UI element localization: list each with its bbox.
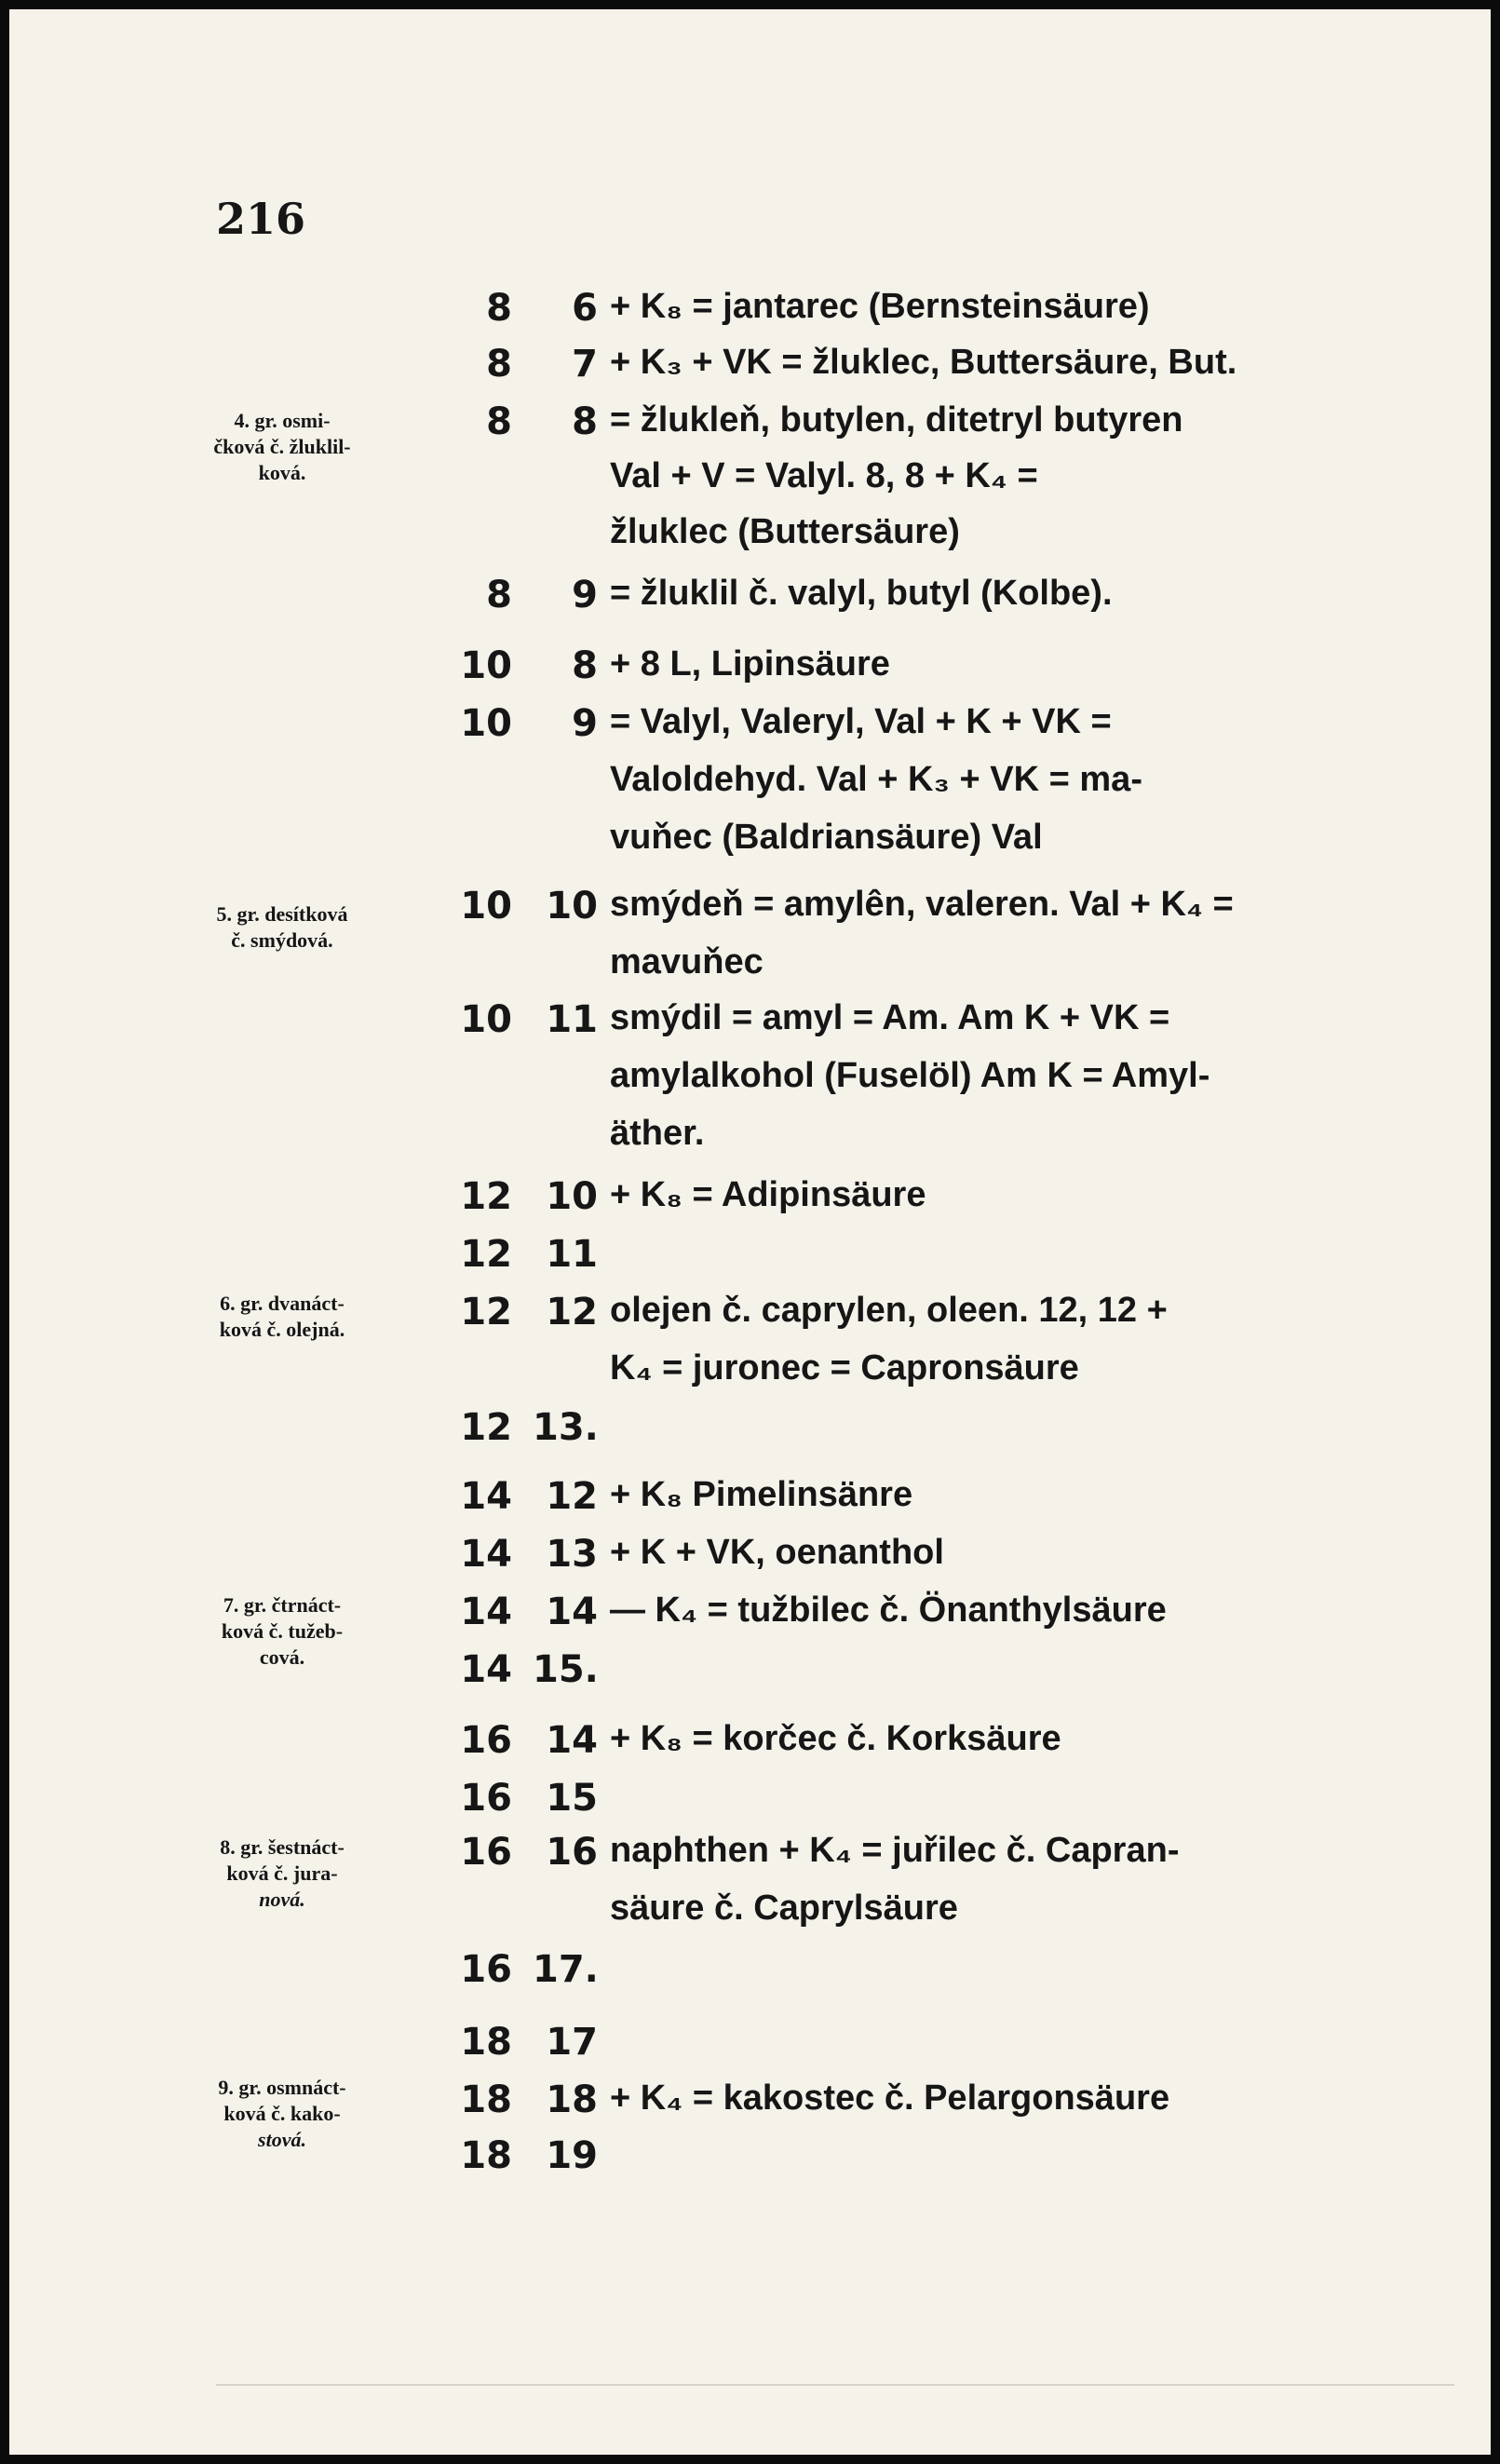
- margin-note-line: cová.: [259, 1645, 305, 1669]
- margin-note-group-7: [166, 1592, 399, 1671]
- margin-note-line: č. smýdová.: [231, 928, 333, 952]
- compound-text: + K₄ = kakostec č. Pelargonsäure: [610, 2078, 1170, 2118]
- compound-text: + 8 L, Lipinsäure: [610, 644, 890, 684]
- carbon-count: 14: [460, 1475, 512, 1518]
- carbon-count: 16: [460, 1948, 512, 1991]
- hydrogen-count: 14: [546, 1719, 598, 1762]
- carbon-count: 18: [460, 2134, 512, 2177]
- margin-note-line: [166, 2127, 399, 2153]
- compound-text-continued: amylalkohol (Fuselöl) Am K = Amyl-: [610, 1056, 1210, 1095]
- hydrogen-count: 11: [546, 998, 598, 1041]
- hydrogen-count: 13: [546, 1533, 598, 1576]
- carbon-count: 12: [460, 1406, 512, 1449]
- compound-text-continued: Valoldehyd. Val + K₃ + VK = ma-: [610, 760, 1142, 799]
- carbon-count: 8: [486, 574, 512, 616]
- hydrogen-count: 8: [572, 644, 598, 687]
- carbon-count: 10: [460, 998, 512, 1041]
- carbon-count: 12: [460, 1175, 512, 1218]
- carbon-count: 18: [460, 2021, 512, 2064]
- hydrogen-count: 10: [546, 885, 598, 927]
- compound-text-continued: äther.: [610, 1114, 705, 1153]
- hydrogen-count: 12: [546, 1291, 598, 1334]
- margin-note-line: [166, 1887, 399, 1913]
- hydrogen-count: 7: [572, 343, 598, 386]
- margin-note-line: stová.: [258, 2128, 306, 2151]
- compound-text: + K₈ = korčec č. Korksäure: [610, 1719, 1061, 1758]
- margin-note-group-4: [166, 408, 399, 486]
- carbon-count: 8: [486, 343, 512, 386]
- hydrogen-count: 15.: [533, 1648, 599, 1691]
- hydrogen-count: 17: [546, 2021, 598, 2064]
- compound-text-continued: Val + V = Valyl. 8, 8 + K₄ =: [610, 456, 1038, 495]
- margin-note-line: ková č. kako-: [223, 2102, 341, 2125]
- hydrogen-count: 15: [546, 1777, 598, 1820]
- compound-text: = žlukleň, butylen, ditetryl butyren: [610, 400, 1183, 440]
- compound-text: + K₈ = Adipinsäure: [610, 1175, 926, 1214]
- margin-note-group-9: [166, 2075, 399, 2153]
- margin-note-line: 5. gr. desítková: [216, 902, 348, 926]
- compound-text: + K + VK, oenanthol: [610, 1533, 944, 1572]
- hydrogen-count: 12: [546, 1475, 598, 1518]
- compound-text-continued: vuňec (Baldriansäure) Val: [610, 818, 1043, 857]
- hydrogen-count: 16: [546, 1831, 598, 1874]
- hydrogen-count: 9: [572, 574, 598, 616]
- compound-text: naphthen + K₄ = juřilec č. Capran-: [610, 1831, 1180, 1870]
- hydrogen-count: 10: [546, 1175, 598, 1218]
- hydrogen-count: 17.: [533, 1948, 599, 1991]
- compound-text: smýdil = amyl = Am. Am K + VK =: [610, 998, 1170, 1037]
- carbon-count: 12: [460, 1291, 512, 1334]
- margin-note-line: 6. gr. dvanáct-: [220, 1292, 345, 1315]
- margin-note-line: 4. gr. osmi-: [234, 409, 331, 432]
- compound-text: + K₃ + VK = žluklec, Buttersäure, But.: [610, 343, 1237, 382]
- compound-text: — K₄ = tužbilec č. Önanthylsäure: [610, 1591, 1167, 1630]
- margin-note-group-5: [166, 901, 399, 954]
- compound-text: olejen č. caprylen, oleen. 12, 12 +: [610, 1291, 1168, 1330]
- carbon-count: 10: [460, 644, 512, 687]
- compound-text: smýdeň = amylên, valeren. Val + K₄ =: [610, 885, 1234, 924]
- margin-note-line: 9. gr. osmnáct-: [218, 2076, 346, 2099]
- carbon-count: 10: [460, 885, 512, 927]
- margin-note-line: nová.: [259, 1888, 305, 1911]
- margin-note-group-6: [166, 1291, 399, 1343]
- hydrogen-count: 19: [546, 2134, 598, 2177]
- margin-note-line: 8. gr. šestnáct-: [220, 1835, 345, 1859]
- carbon-count: 8: [486, 287, 512, 330]
- margin-note-line: čková č. žluklil-: [213, 435, 351, 458]
- margin-note-line: ková č. tužeb-: [221, 1619, 344, 1643]
- margin-note-line: ková č. jura-: [226, 1862, 338, 1885]
- hydrogen-count: 13.: [533, 1406, 599, 1449]
- compound-text-continued: K₄ = juronec = Capronsäure: [610, 1348, 1079, 1388]
- page-number: 216: [216, 194, 306, 244]
- compound-text-continued: säure č. Caprylsäure: [610, 1889, 958, 1928]
- margin-note-line: ková.: [258, 461, 306, 484]
- compound-text: = žluklil č. valyl, butyl (Kolbe).: [610, 574, 1113, 613]
- compound-text: = Valyl, Valeryl, Val + K + VK =: [610, 702, 1112, 741]
- compound-text: + K₈ Pimelinsänre: [610, 1475, 913, 1514]
- carbon-count: 12: [460, 1233, 512, 1276]
- margin-note-group-8: [166, 1834, 399, 1913]
- hydrogen-count: 8: [572, 400, 598, 443]
- hydrogen-count: 9: [572, 702, 598, 745]
- carbon-count: 14: [460, 1533, 512, 1576]
- carbon-count: 8: [486, 400, 512, 443]
- carbon-count: 18: [460, 2078, 512, 2121]
- carbon-count: 16: [460, 1719, 512, 1762]
- hydrogen-count: 11: [546, 1233, 598, 1276]
- carbon-count: 14: [460, 1591, 512, 1633]
- margin-note-line: 7. gr. čtrnáct-: [223, 1593, 342, 1617]
- carbon-count: 16: [460, 1777, 512, 1820]
- compound-text-continued: žluklec (Buttersäure): [610, 512, 960, 551]
- carbon-count: 10: [460, 702, 512, 745]
- compound-text-continued: mavuňec: [610, 942, 764, 982]
- carbon-count: 16: [460, 1831, 512, 1874]
- compound-text: + K₈ = jantarec (Bernsteinsäure): [610, 287, 1150, 326]
- margin-note-line: [166, 1861, 399, 1887]
- hydrogen-count: 14: [546, 1591, 598, 1633]
- hydrogen-count: 6: [572, 287, 598, 330]
- hydrogen-count: 18: [546, 2078, 598, 2121]
- page-bottom-rule: [216, 2384, 1454, 2386]
- page: [9, 9, 1491, 2455]
- margin-note-line: ková č. olejná.: [219, 1318, 345, 1341]
- carbon-count: 14: [460, 1648, 512, 1691]
